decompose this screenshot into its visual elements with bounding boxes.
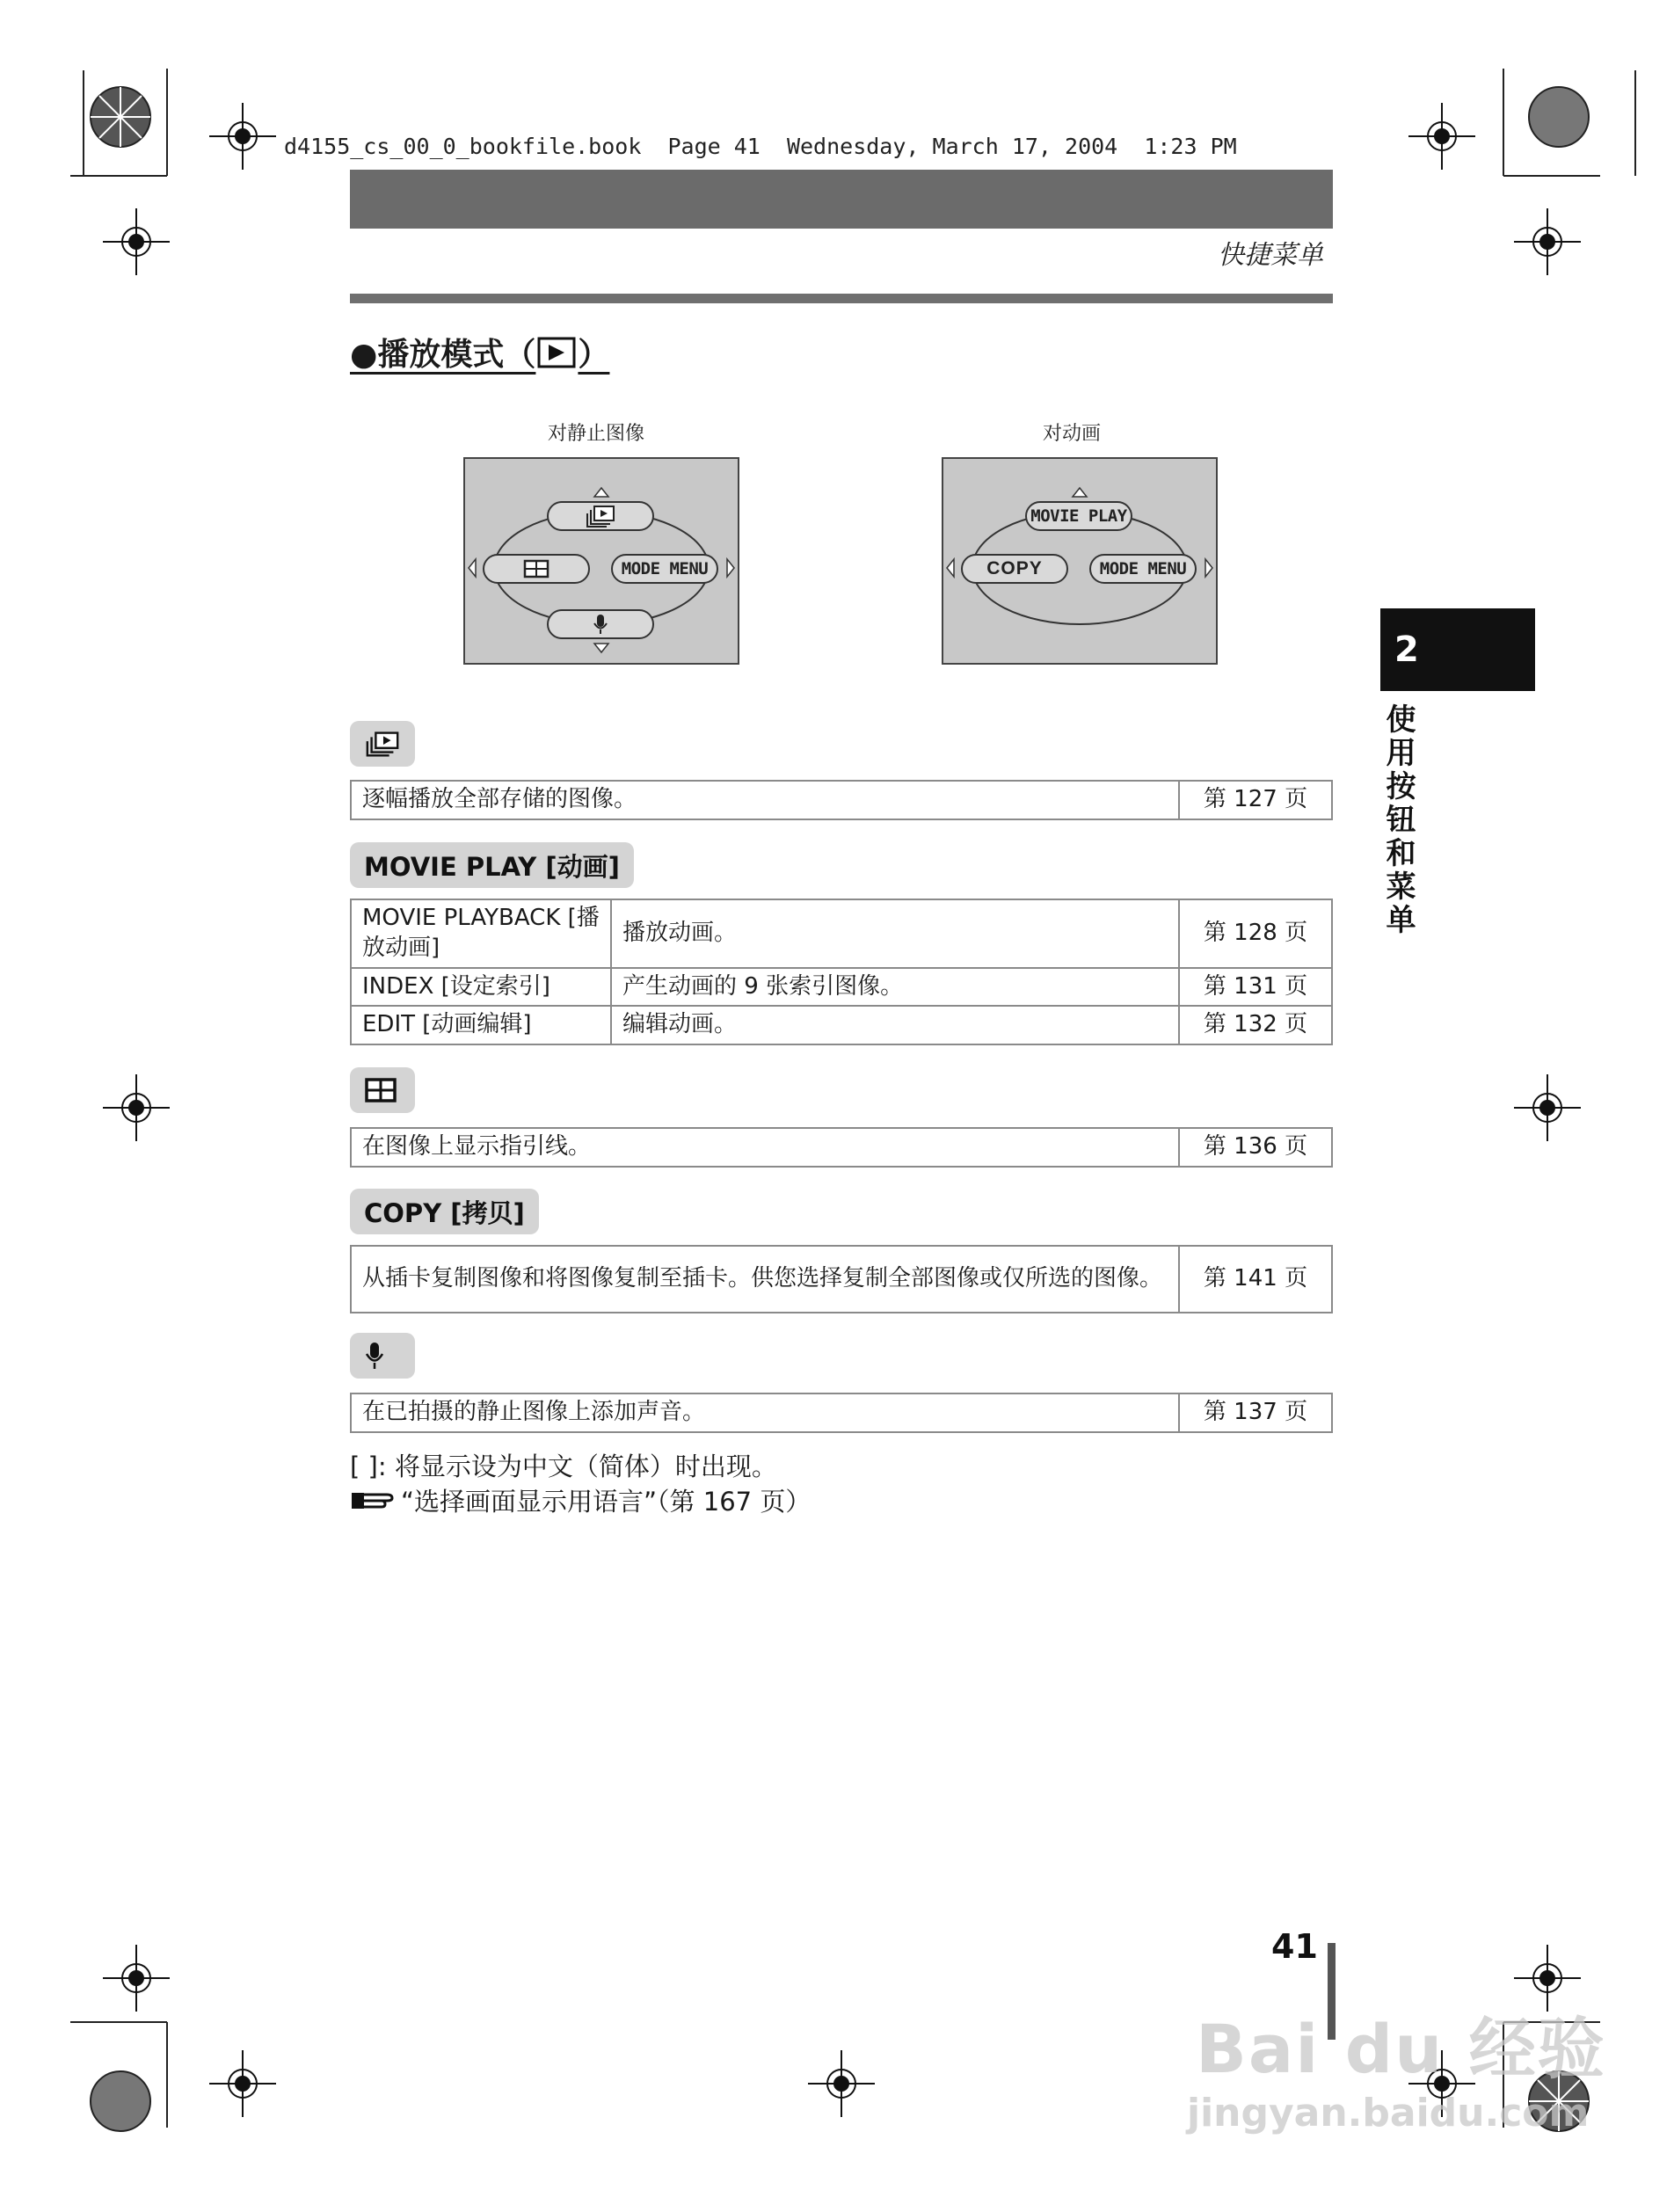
- sound-record-desc: 在已拍摄的静止图像上添加声音。: [351, 1393, 1179, 1432]
- movie-caption: 对动画: [1043, 423, 1102, 445]
- table-row: [351, 1006, 1332, 1044]
- movie-right-pill: MODE MENU: [1089, 554, 1197, 584]
- section-title-end: ）: [578, 337, 610, 373]
- movie-play-label: MOVIE PLAY [动画]: [350, 842, 634, 888]
- copy-label: COPY [拷贝]: [350, 1189, 539, 1234]
- still-image-lcd: [463, 457, 739, 665]
- arrow-right-icon: [727, 559, 734, 577]
- pointing-hand-icon: [350, 1488, 396, 1514]
- frame-assist-icon: [364, 1077, 397, 1103]
- arrow-up-icon: [594, 488, 608, 497]
- chapter-tab: 2: [1380, 608, 1535, 691]
- arrow-down-icon: [594, 644, 608, 652]
- frame-assist-page: 第 136 页: [1179, 1128, 1332, 1167]
- arrow-left-icon: [469, 559, 476, 577]
- file-info-line: d4155_cs_00_0_bookfile.book Page 41 Wednesday, March 17, 2004 1:23 PM: [284, 134, 1237, 159]
- index-desc: 产生动画的 9 张索引图像。: [611, 968, 1179, 1007]
- frame-assist-table: [350, 1127, 1333, 1168]
- divider-bar: [350, 294, 1333, 303]
- movie-left-pill: COPY: [961, 554, 1068, 584]
- still-right-pill: MODE MENU: [611, 554, 718, 584]
- movie-playback-name: MOVIE PLAYBACK [播放动画]: [351, 899, 611, 968]
- index-play-icon: [364, 730, 401, 758]
- sound-record-page: 第 137 页: [1179, 1393, 1332, 1432]
- table-row: [351, 899, 1332, 968]
- edit-desc: 编辑动画。: [611, 1006, 1179, 1044]
- arrow-left-icon: [947, 559, 954, 577]
- movie-lcd: [942, 457, 1218, 665]
- chapter-title: 使用按钮和菜单: [1380, 703, 1416, 937]
- footnote-brackets: [ ]: 将显示设为中文（简体）时出现。: [350, 1452, 777, 1481]
- table-row: [351, 968, 1332, 1007]
- footnote-reference-text: “选择画面显示用语言”（第 167 页）: [401, 1487, 812, 1517]
- microphone-icon: [593, 614, 608, 635]
- section-title-text: ●播放模式（: [350, 337, 536, 373]
- movie-playback-desc: 播放动画。: [611, 899, 1179, 968]
- frame-assist-icon: [523, 559, 550, 578]
- index-play-table: [350, 780, 1333, 820]
- index-play-label: [350, 721, 415, 767]
- copy-table: [350, 1245, 1333, 1313]
- baidu-watermark: Bai du 经验: [1196, 2010, 1606, 2088]
- arrow-up-icon: [1073, 488, 1087, 497]
- table-row: [351, 1246, 1332, 1313]
- index-play-icon: [584, 505, 617, 528]
- frame-assist-label: [350, 1067, 415, 1113]
- still-top-pill: [547, 501, 654, 531]
- edit-page: 第 132 页: [1179, 1006, 1332, 1044]
- still-image-caption: 对静止图像: [548, 423, 645, 445]
- table-row: [351, 1393, 1332, 1432]
- frame-assist-desc: 在图像上显示指引线。: [351, 1128, 1179, 1167]
- footnote-reference: [350, 1482, 811, 1518]
- section-title: [350, 330, 609, 375]
- table-row: [351, 781, 1332, 819]
- arrow-right-icon: [1205, 559, 1212, 577]
- header-bar: [350, 170, 1333, 229]
- page-number: 41: [1271, 1927, 1318, 1966]
- copy-desc: 从插卡复制图像和将图像复制至插卡。供您选择复制全部图像或仅所选的图像。: [351, 1246, 1179, 1313]
- index-page: 第 131 页: [1179, 968, 1332, 1007]
- index-play-desc: 逐幅播放全部存储的图像。: [351, 781, 1179, 819]
- movie-top-pill: MOVIE PLAY: [1025, 501, 1132, 531]
- movie-playback-page: 第 128 页: [1179, 899, 1332, 968]
- index-name: INDEX [设定索引]: [351, 968, 611, 1007]
- microphone-icon: [364, 1341, 385, 1371]
- movie-play-table: [350, 899, 1333, 1045]
- index-play-page: 第 127 页: [1179, 781, 1332, 819]
- still-bottom-pill: [547, 609, 654, 639]
- running-title: 快捷菜单: [1218, 240, 1323, 271]
- playback-mode-icon: [537, 337, 576, 368]
- table-row: [351, 1128, 1332, 1167]
- still-left-pill: [483, 554, 590, 584]
- copy-page: 第 141 页: [1179, 1246, 1332, 1313]
- baidu-watermark-url: jingyan.baidu.com: [1187, 2091, 1590, 2136]
- edit-name: EDIT [动画编辑]: [351, 1006, 611, 1044]
- sound-record-label: [350, 1333, 415, 1379]
- sound-record-table: [350, 1393, 1333, 1433]
